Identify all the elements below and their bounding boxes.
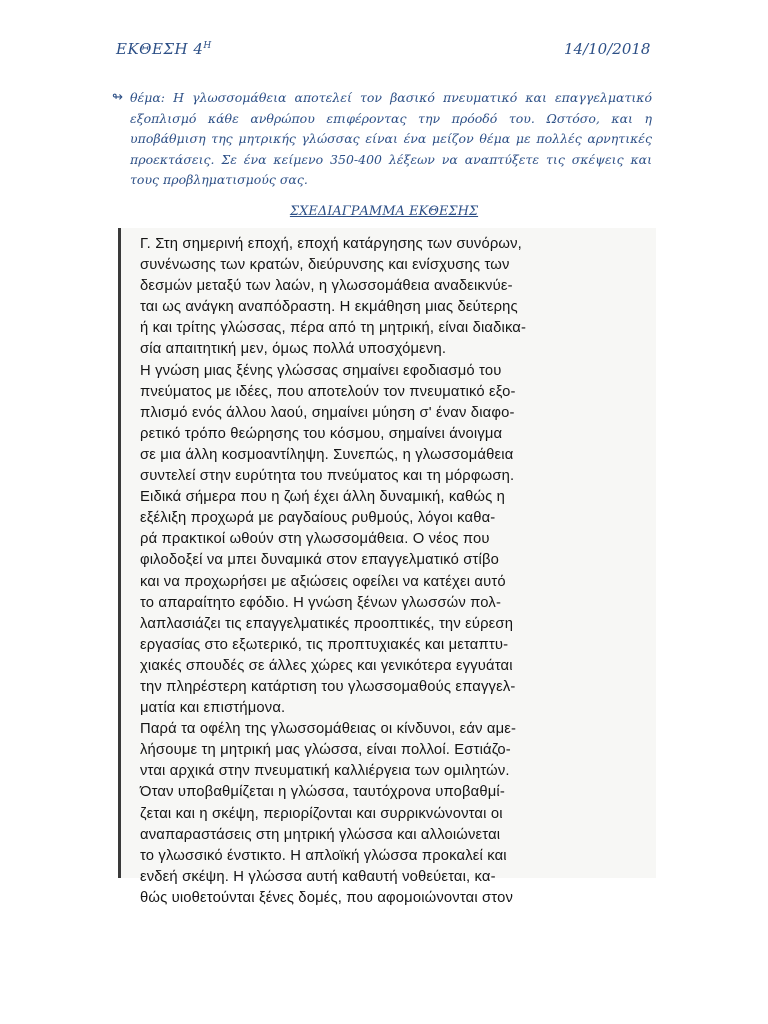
essay-title-superscript: Η bbox=[203, 41, 212, 51]
scanned-text-line: ζεται και η σκέψη, περιορίζονται και συρρικνώνονται οι bbox=[140, 805, 503, 822]
scanned-text-line: την πληρέστερη κατάρτιση του γλωσσομαθούς επαγγελ- bbox=[140, 678, 516, 695]
scanned-text-line: Η γνώση μιας ξένης γλώσσας σημαίνει εφοδιασμό του bbox=[140, 362, 502, 379]
scanned-text-line: ρά πρακτικοί ωθούν στη γλωσσομάθεια. Ο νέος που bbox=[140, 531, 490, 548]
scanned-text-line: χιακές σπουδές σε άλλες χώρες και γενικότερα εγγυάται bbox=[140, 657, 513, 674]
scanned-text-line: λαπλασιάζει τις επαγγελματικές προοπτικές, την εύρεση bbox=[140, 615, 514, 632]
scanned-text-line: συνένωσης των κρατών, διεύρυνσης και ενίσχυσης των bbox=[140, 257, 510, 274]
essay-date: 14/10/2018 bbox=[564, 40, 651, 58]
scanned-text-line: και να προχωρήσει με αξιώσεις οφείλει να κατέχει αυτό bbox=[140, 573, 506, 590]
scanned-text-line: ενδεή σκέψη. Η γλώσσα αυτή καθαυτή νοθεύεται, κα- bbox=[140, 868, 496, 885]
scanned-text-image bbox=[118, 228, 656, 906]
scanned-text-line: θώς υιοθετούνται ξένες δομές, που αφομοιώνονται στον bbox=[140, 889, 514, 906]
scanned-text-line: λήσουμε τη μητρική μας γλώσσα, είναι πολλοί. Εστιάζο- bbox=[140, 742, 511, 759]
scanned-text-line: ματία και επιστήμονα. bbox=[140, 700, 286, 717]
scanned-text-line: ρετικό τρόπο θεώρησης του κόσμου, σημαίνει άνοιγμα bbox=[140, 425, 503, 442]
scanned-text-line: σε μια άλλη κοσμοαντίληψη. Συνεπώς, η γλωσσομάθεια bbox=[140, 446, 514, 463]
scanned-text-line: συντελεί στην ευρύτητα του πνεύματος και τη μόρφωση. bbox=[140, 468, 515, 485]
scanned-text-line: Παρά τα οφέλη της γλωσσομάθειας οι κίνδυνοι, εάν αμε- bbox=[140, 721, 517, 738]
scanned-text-line: ται ως ανάγκη αναπόδραστη. Η εκμάθηση μιας δεύτερης bbox=[140, 299, 518, 316]
essay-title bbox=[116, 40, 212, 58]
scanned-text-line: Ειδικά σήμερα που η ζωή έχει άλλη δυναμική, καθώς η bbox=[140, 489, 505, 506]
plan-heading bbox=[0, 200, 768, 219]
scanned-text-line: το γλωσσικό ένστικτο. Η απλοϊκή γλώσσα προκαλεί και bbox=[140, 847, 507, 864]
scanned-text-line: πνεύματος με ιδέες, που αποτελούν τον πνευματικό εξο- bbox=[140, 383, 516, 400]
scanned-text-line: αναπαραστάσεις στη μητρική γλώσσα και αλλοιώνεται bbox=[140, 826, 501, 843]
arrow-bullet-icon: ↬ bbox=[112, 90, 123, 105]
scanned-text-line: σία απαιτητική μεν, όμως πολλά υποσχόμενη. bbox=[140, 341, 447, 358]
essay-title-text: ΕΚΘΕΣΗ 4 bbox=[116, 40, 204, 58]
essay-topic: θέμα: Η γλωσσομάθεια αποτελεί τον βασικό πνευματικό και επαγγελματικό εξοπλισμό κάθε ανθρώπου επιφέροντας την πρόοδό του. Ωστόσο, και η υποβάθμιση της μητρικής γλώσσας είναι ένα μείζον θέμα με πολλές αρνητικές προεκτάσεις. Σε ένα κείμενο 350-400 λέξεων να αναπτύξετε τις σκέψεις και τους προβληματισμούς σας. bbox=[130, 90, 652, 187]
scanned-text-line: δεσμών μεταξύ των λαών, η γλωσσομάθεια αναδεικνύε- bbox=[140, 278, 513, 295]
scanned-text-line: Όταν υποβαθμίζεται η γλώσσα, ταυτόχρονα υποβαθμί- bbox=[140, 784, 505, 801]
scanned-text-line: πλισμό ενός άλλου λαού, σημαίνει μύηση σ' έναν διαφο- bbox=[140, 404, 515, 421]
scanned-text-line: φιλοδοξεί να μπει δυναμικά στον επαγγελματικό στίβο bbox=[140, 552, 500, 569]
plan-heading-text: ΣΧΕΔΙΑΓΡΑΜΜΑ ΕΚΘΕΣΗΣ bbox=[289, 204, 479, 219]
scanned-text-body bbox=[140, 234, 646, 909]
scanned-text-line: εργασίας στο εξωτερικό, τις προπτυχιακές και μεταπτυ- bbox=[140, 636, 509, 653]
scanned-text-line: Γ. Στη σημερινή εποχή, εποχή κατάργησης των συνόρων, bbox=[140, 236, 522, 252]
scanned-text-line: εξέλιξη προχωρά με ραγδαίους ρυθμούς, λόγοι καθα- bbox=[140, 510, 496, 527]
scanned-text-line: ή και τρίτης γλώσσας, πέρα από τη μητρική, είναι διαδικα- bbox=[140, 320, 527, 337]
scanned-text-line: νται αρχικά στην πνευματική καλλιέργεια των ομιλητών. bbox=[140, 763, 510, 780]
scanned-text-line: το απαραίτητο εφόδιο. Η γνώση ξένων γλωσσών πολ- bbox=[140, 594, 502, 611]
